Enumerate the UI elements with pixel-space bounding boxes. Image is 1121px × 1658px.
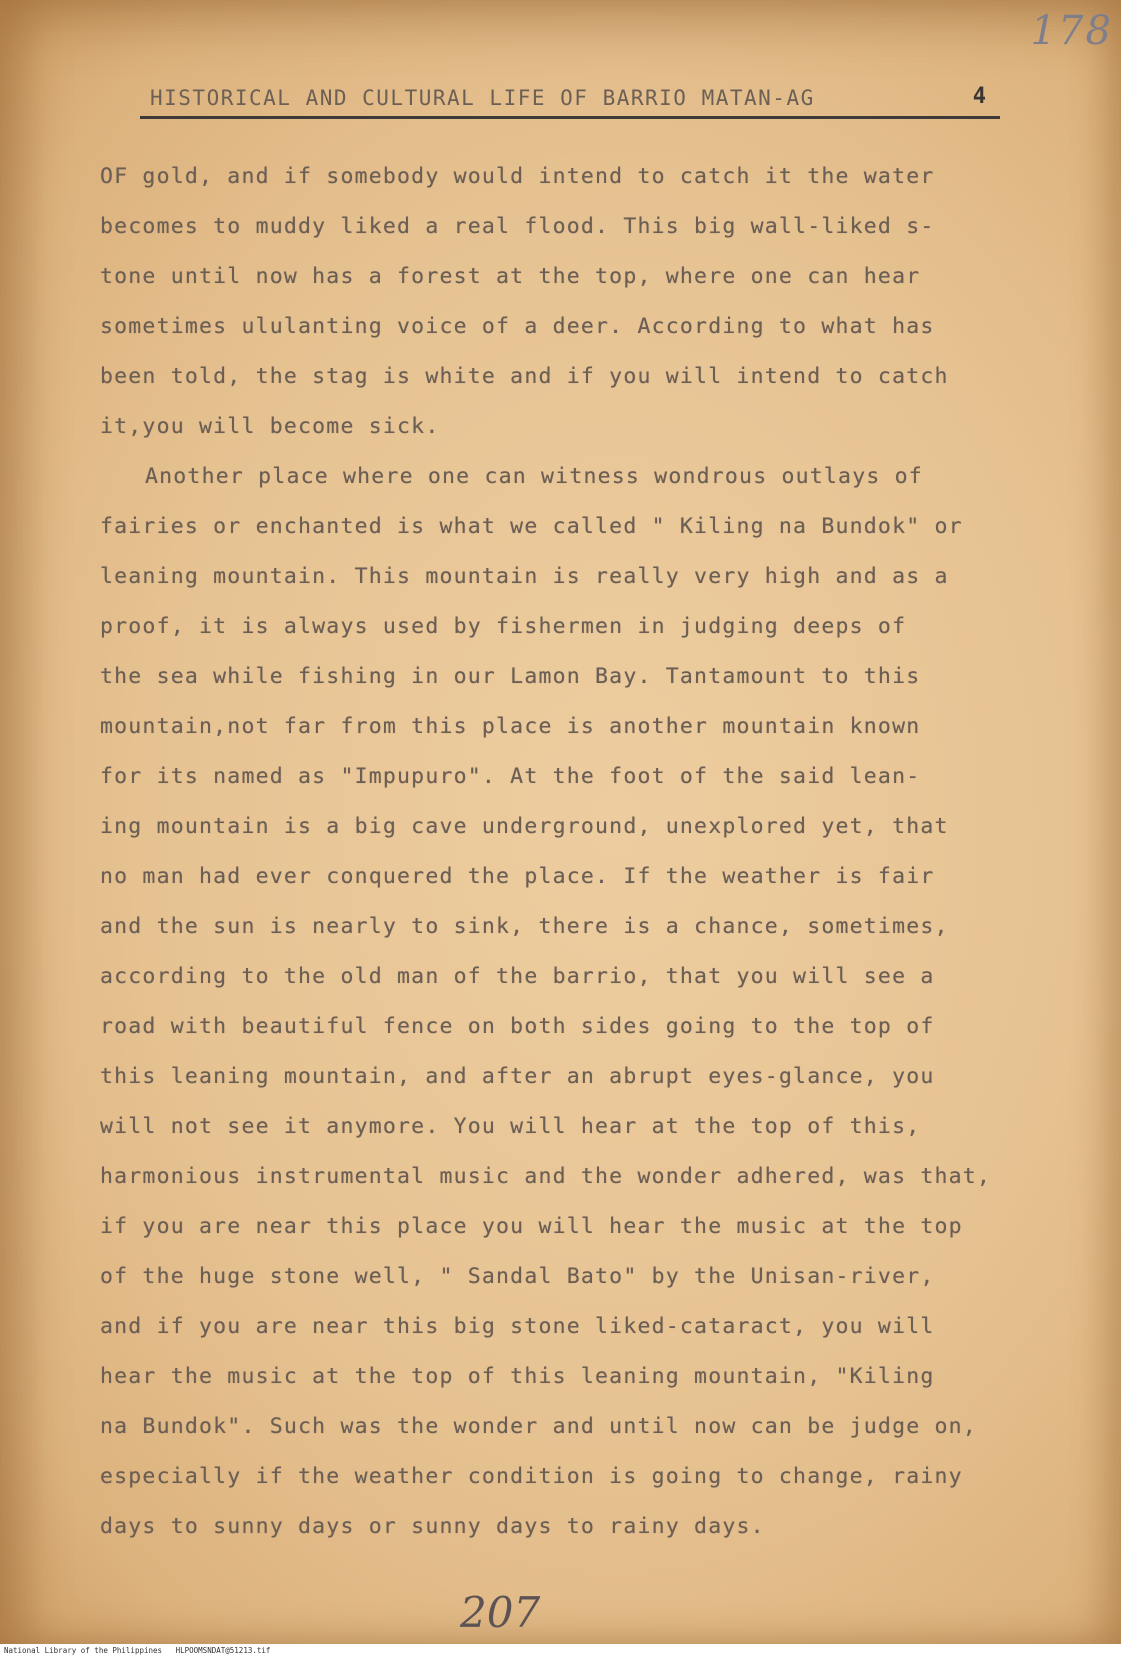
text-line: this leaning mountain, and after an abrupt eyes-glance, you xyxy=(100,1064,935,1089)
text-line: Another place where one can witness wondrous outlays of xyxy=(145,464,923,489)
text-line: mountain,not far from this place is another mountain known xyxy=(100,714,921,739)
text-line: been told, the stag is white and if you will intend to catch xyxy=(100,364,949,389)
text-line: the sea while fishing in our Lamon Bay. Tantamount to this xyxy=(100,664,921,689)
page-number: 4 xyxy=(972,84,986,109)
text-line: ing mountain is a big cave underground, unexplored yet, that xyxy=(100,814,949,839)
text-line: will not see it anymore. You will hear at the top of this, xyxy=(100,1114,921,1139)
text-line: for its named as "Impupuro". At the foot of the said lean- xyxy=(100,764,921,789)
text-line: road with beautiful fence on both sides going to the top of xyxy=(100,1014,935,1039)
text-line: sometimes ululanting voice of a deer. According to what has xyxy=(100,314,935,339)
text-line: fairies or enchanted is what we called " Kiling na Bundok" or xyxy=(100,514,963,539)
page-header xyxy=(140,82,1000,119)
text-line: becomes to muddy liked a real flood. This big wall-liked s- xyxy=(100,214,935,239)
text-line: hear the music at the top of this leaning mountain, "Kiling xyxy=(100,1364,935,1389)
text-line: harmonious instrumental music and the wonder adhered, was that, xyxy=(100,1164,992,1189)
text-line: tone until now has a forest at the top, where one can hear xyxy=(100,264,921,289)
text-line: and the sun is nearly to sink, there is a chance, sometimes, xyxy=(100,914,949,939)
footer-filename: HLPOOMSNDAT@51213.tif xyxy=(175,1646,271,1655)
text-line: proof, it is always used by fishermen in judging deeps of xyxy=(100,614,907,639)
body-text xyxy=(100,152,1060,1552)
footer-library: National Library of the Philippines xyxy=(4,1646,163,1655)
text-line: it,you will become sick. xyxy=(100,414,440,439)
text-line: and if you are near this big stone liked-cataract, you will xyxy=(100,1314,935,1339)
text-line: leaning mountain. This mountain is really very high and as a xyxy=(100,564,949,589)
text-line: days to sunny days or sunny days to rainy days. xyxy=(100,1514,765,1539)
text-line: OF gold, and if somebody would intend to catch it the water xyxy=(100,164,935,189)
scan-footer xyxy=(0,1644,1121,1658)
text-line: of the huge stone well, " Sandal Bato" by the Unisan-river, xyxy=(100,1264,935,1289)
text-line: na Bundok". Such was the wonder and until now can be judge on, xyxy=(100,1414,977,1439)
text-line: no man had ever conquered the place. If the weather is fair xyxy=(100,864,935,889)
handwritten-page-number: 207 xyxy=(460,1588,541,1637)
text-line: according to the old man of the barrio, that you will see a xyxy=(100,964,935,989)
folio-mark: 178 xyxy=(1030,8,1113,54)
text-line: especially if the weather condition is going to change, rainy xyxy=(100,1464,963,1489)
text-line: if you are near this place you will hear the music at the top xyxy=(100,1214,963,1239)
footer-caption xyxy=(4,1646,270,1655)
header-title: HISTORICAL AND CULTURAL LIFE OF BARRIO MATAN-AG xyxy=(150,86,815,110)
